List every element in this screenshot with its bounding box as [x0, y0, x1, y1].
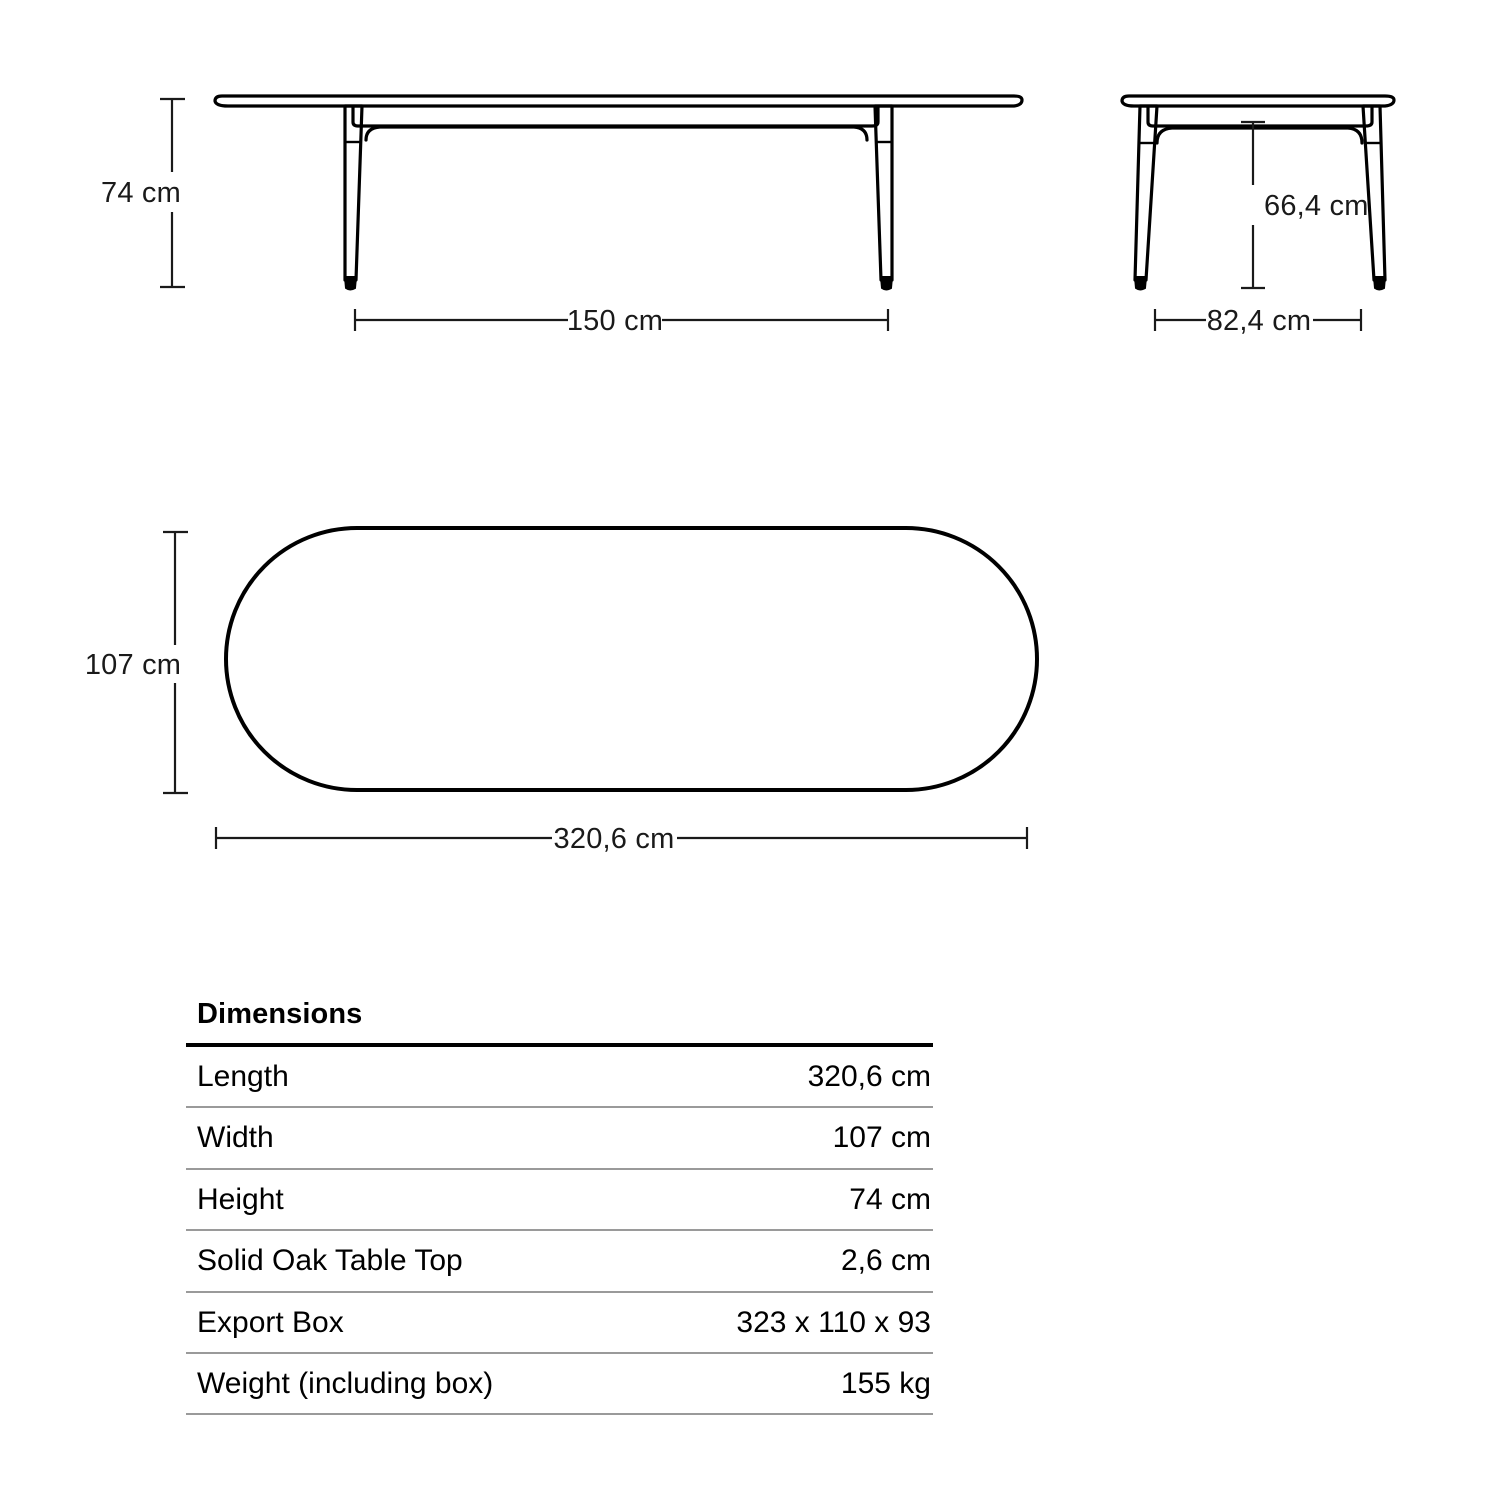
- plan-view: [85, 528, 1037, 855]
- dimension-label-width: 107 cm: [84, 649, 182, 681]
- dimension-label-leg-span: 150 cm: [566, 305, 664, 337]
- spec-table-footer-rule: [186, 1413, 933, 1415]
- spec-label: Solid Oak Table Top: [197, 1244, 463, 1278]
- plan-tabletop-outline: [226, 528, 1037, 790]
- table-row: [186, 1293, 933, 1352]
- dimensions-spec-table: [186, 998, 933, 1415]
- front-apron: [353, 107, 878, 126]
- spec-value: 74 cm: [849, 1182, 931, 1216]
- spec-value: 2,6 cm: [840, 1244, 931, 1278]
- side-leg-right-foot: [1374, 277, 1385, 290]
- table-row: [186, 1231, 933, 1290]
- side-leg-left-foot: [1135, 277, 1146, 290]
- front-leg-right: [875, 106, 892, 280]
- side-leg-left: [1135, 106, 1157, 280]
- spec-label: Weight (including box): [197, 1366, 494, 1400]
- table-row: [186, 1108, 933, 1167]
- dimension-label-height: 74 cm: [101, 177, 181, 209]
- spec-label: Export Box: [197, 1305, 344, 1339]
- spec-label: Length: [197, 1060, 289, 1093]
- front-leg-right-foot: [881, 277, 892, 290]
- spec-value: 320,6 cm: [807, 1060, 931, 1093]
- side-apron: [1148, 107, 1372, 126]
- spec-table-title: Dimensions: [197, 998, 363, 1030]
- dimension-label-depth: 82,4 cm: [1206, 305, 1312, 337]
- spec-value: 323 x 110 x 93: [736, 1305, 931, 1339]
- table-row: [186, 1354, 933, 1413]
- front-apron-inner-fillet: [366, 127, 867, 140]
- front-leg-left: [345, 106, 362, 280]
- dimension-height-74: [101, 99, 185, 287]
- side-elevation-view: [1122, 96, 1394, 337]
- dimension-label-length: 320,6 cm: [553, 823, 675, 855]
- spec-value: 155 kg: [840, 1366, 931, 1400]
- dimension-clearance-664: [1241, 122, 1369, 288]
- dimension-length-3206: [216, 823, 1027, 855]
- table-row: [186, 1170, 933, 1229]
- dimension-label-clearance: 66,4 cm: [1264, 190, 1369, 222]
- spec-value: 107 cm: [832, 1121, 931, 1155]
- dimension-depth-824: [1155, 305, 1361, 337]
- dimension-leg-span-150: [355, 305, 888, 337]
- side-tabletop: [1122, 96, 1394, 106]
- side-apron-inner-fillet: [1157, 128, 1362, 143]
- spec-label: Height: [197, 1182, 284, 1216]
- front-leg-left-foot: [345, 277, 356, 290]
- spec-label: Width: [197, 1121, 274, 1155]
- front-elevation-view: [101, 96, 1022, 337]
- table-row: [186, 1047, 933, 1106]
- front-tabletop: [215, 96, 1022, 106]
- dimension-width-107: [85, 532, 188, 793]
